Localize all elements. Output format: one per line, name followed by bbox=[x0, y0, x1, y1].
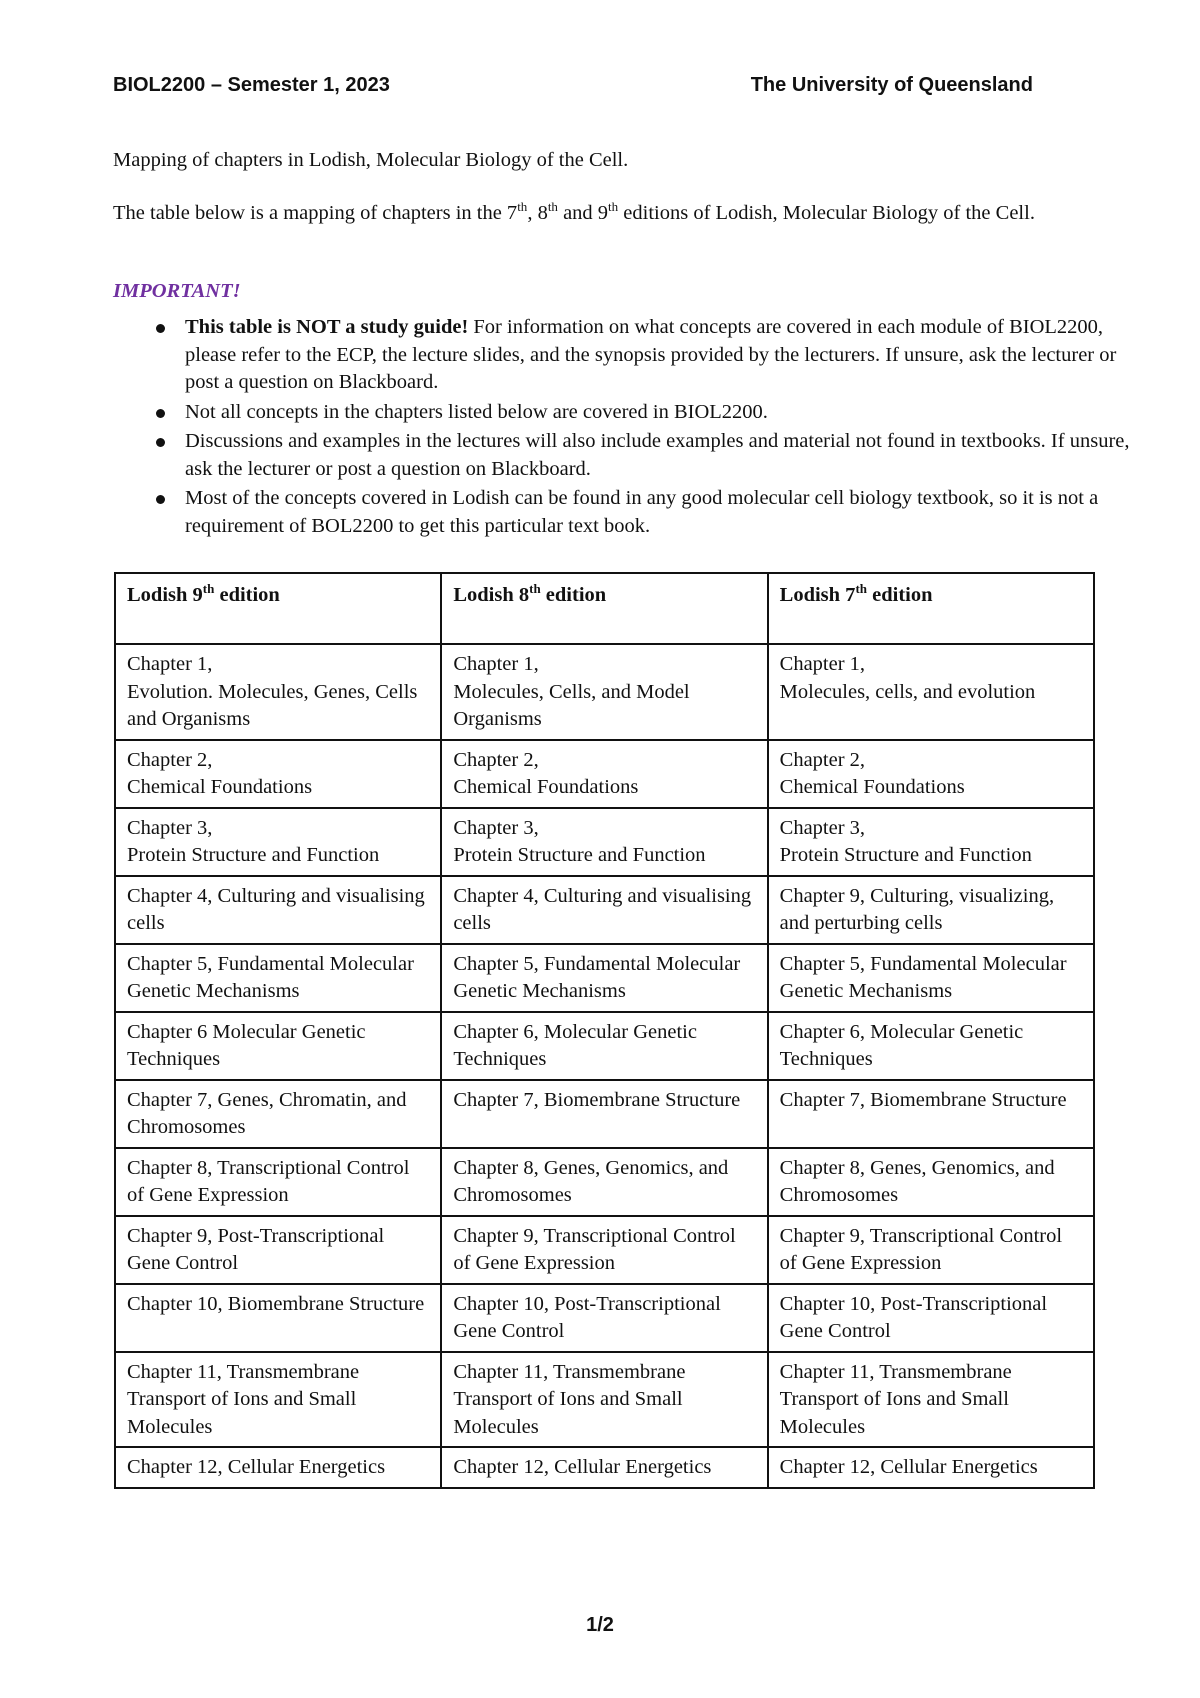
cell-text: Chapter 8, Transcriptional Control of Gene Expression bbox=[127, 1156, 410, 1206]
table-cell bbox=[115, 808, 441, 876]
table-cell bbox=[768, 740, 1094, 808]
cell-text: Chapter 3, bbox=[779, 816, 866, 839]
table-cell bbox=[441, 808, 767, 876]
table-cell bbox=[441, 740, 767, 808]
cell-text: Chapter 9, Transcriptional Control of Gene Expression bbox=[453, 1224, 736, 1274]
header-9th-edition: Lodish 9th edition bbox=[115, 573, 441, 644]
cell-text: Protein Structure and Function bbox=[453, 844, 706, 866]
course-label: BIOL2200 – Semester 1, 2023 bbox=[113, 74, 390, 96]
bullet-item: This table is NOT a study guide! For information on what concepts are covered in each module of BIOL2200, please refer to the ECP, the lecture slides, and the synopsis provided by the lecturers. If unsure, ask the lecturer or post a question on Blackboard. bbox=[113, 314, 1143, 397]
cell-text: Chapter 4, Culturing and visualising cells bbox=[127, 884, 425, 934]
table-row bbox=[115, 740, 1094, 808]
table-cell bbox=[115, 1148, 441, 1216]
table-cell bbox=[441, 644, 767, 740]
cell-text: Chemical Foundations bbox=[779, 776, 965, 798]
table-row bbox=[115, 1080, 1094, 1148]
university-label: The University of Queensland bbox=[750, 74, 1033, 96]
table-cell bbox=[441, 1012, 767, 1080]
cell-text: Chemical Foundations bbox=[453, 776, 639, 798]
table-row bbox=[115, 1012, 1094, 1080]
cell-text: Chemical Foundations bbox=[127, 776, 313, 798]
cell-text: Chapter 1, bbox=[779, 653, 866, 675]
cell-text: Chapter 6 Molecular Genetic Techniques bbox=[127, 1020, 366, 1070]
cell-text: Chapter 4, Culturing and visualising cells bbox=[453, 884, 752, 934]
cell-text: Chapter 7, Biomembrane Structure bbox=[779, 1088, 1067, 1111]
table-cell bbox=[441, 876, 767, 944]
table-cell bbox=[441, 1284, 767, 1352]
table-row bbox=[115, 876, 1094, 944]
cell-text: Chapter 11, Transmembrane Transport of Ions and Small Molecules bbox=[453, 1360, 686, 1438]
cell-text: Protein Structure and Function bbox=[779, 844, 1032, 866]
cell-text: Chapter 3, bbox=[127, 816, 213, 839]
page-header bbox=[113, 74, 1033, 104]
cell-text: Chapter 5, Fundamental Molecular Genetic Mechanisms bbox=[779, 952, 1067, 1002]
cell-text: Chapter 2, bbox=[779, 748, 866, 771]
cell-text: Chapter 8, Genes, Genomics, and Chromosomes bbox=[453, 1156, 729, 1206]
table-cell bbox=[441, 944, 767, 1012]
table-cell bbox=[768, 1447, 1094, 1488]
cell-text: Chapter 10, Post-Transcriptional Gene Control bbox=[453, 1292, 721, 1342]
table-cell bbox=[768, 1080, 1094, 1148]
table-cell bbox=[768, 808, 1094, 876]
cell-text: Chapter 9, Post-Transcriptional Gene Control bbox=[127, 1224, 385, 1274]
cell-text: Chapter 3, bbox=[453, 816, 539, 839]
table-cell bbox=[115, 1284, 441, 1352]
important-label: IMPORTANT! bbox=[113, 280, 241, 302]
important-bullet-list bbox=[113, 314, 1143, 542]
cell-text: Molecules, Cells, and Model Organisms bbox=[453, 680, 690, 730]
cell-text: Chapter 6, Molecular Genetic Techniques bbox=[453, 1020, 697, 1070]
table-cell bbox=[768, 1148, 1094, 1216]
table-cell bbox=[768, 644, 1094, 740]
cell-text: Chapter 12, Cellular Energetics bbox=[453, 1456, 712, 1478]
bullet-item: Discussions and examples in the lectures will also include examples and material not found in textbooks. If unsure, ask the lecturer or post a question on Blackboard. bbox=[113, 428, 1143, 483]
table-row bbox=[115, 808, 1094, 876]
cell-text: Chapter 7, Biomembrane Structure bbox=[453, 1088, 741, 1111]
table-cell bbox=[115, 1080, 441, 1148]
cell-text: Chapter 1, bbox=[453, 653, 539, 675]
table-cell bbox=[441, 1148, 767, 1216]
cell-text: Chapter 6, Molecular Genetic Techniques bbox=[779, 1020, 1024, 1070]
chapter-mapping-table bbox=[114, 572, 1095, 1489]
intro-paragraph: The table below is a mapping of chapters in the 7th, 8th and 9th editions of Lodish, Molecular Biology of the Cell. bbox=[113, 199, 1035, 224]
cell-text: Molecules, cells, and evolution bbox=[779, 680, 1036, 703]
table-cell bbox=[768, 944, 1094, 1012]
bullet-item: Not all concepts in the chapters listed below are covered in BIOL2200. bbox=[113, 399, 1143, 427]
table-cell bbox=[115, 944, 441, 1012]
cell-text: Chapter 12, Cellular Energetics bbox=[779, 1456, 1038, 1478]
bullet-item: Most of the concepts covered in Lodish can be found in any good molecular cell biology textbook, so it is not a requirement of BOL2200 to get this particular text book. bbox=[113, 485, 1143, 540]
table-cell bbox=[115, 876, 441, 944]
header-7th-edition: Lodish 7th edition bbox=[768, 573, 1094, 644]
table-cell bbox=[441, 1352, 767, 1448]
table-cell bbox=[768, 876, 1094, 944]
cell-text: Chapter 5, Fundamental Molecular Genetic Mechanisms bbox=[453, 952, 741, 1002]
table-header-row bbox=[115, 573, 1094, 644]
cell-text: Chapter 2, bbox=[453, 748, 539, 771]
table-row bbox=[115, 944, 1094, 1012]
cell-text: Chapter 7, Genes, Chromatin, and Chromosomes bbox=[127, 1088, 407, 1138]
table-cell bbox=[441, 1447, 767, 1488]
table-row bbox=[115, 1284, 1094, 1352]
table-cell bbox=[768, 1352, 1094, 1448]
document-title: Mapping of chapters in Lodish, Molecular Biology of the Cell. bbox=[113, 149, 629, 171]
cell-text: Chapter 12, Cellular Energetics bbox=[127, 1456, 386, 1478]
cell-text: Evolution. Molecules, Genes, Cells and Organisms bbox=[127, 680, 418, 730]
header-8th-edition: Lodish 8th edition bbox=[441, 573, 767, 644]
cell-text: Chapter 8, Genes, Genomics, and Chromosomes bbox=[779, 1156, 1055, 1206]
cell-text: Chapter 9, Transcriptional Control of Gene Expression bbox=[779, 1224, 1063, 1274]
table-row bbox=[115, 644, 1094, 740]
cell-text: Chapter 2, bbox=[127, 748, 213, 771]
table-row bbox=[115, 1148, 1094, 1216]
table-row bbox=[115, 1216, 1094, 1284]
cell-text: Chapter 5, Fundamental Molecular Genetic Mechanisms bbox=[127, 952, 414, 1002]
table-cell bbox=[115, 1216, 441, 1284]
table-cell bbox=[115, 1012, 441, 1080]
table-cell bbox=[115, 740, 441, 808]
table-cell bbox=[768, 1284, 1094, 1352]
table-cell bbox=[115, 1447, 441, 1488]
cell-text: Chapter 1, bbox=[127, 653, 213, 675]
cell-text: Chapter 10, Biomembrane Structure bbox=[127, 1292, 425, 1315]
table-cell bbox=[768, 1216, 1094, 1284]
table-cell bbox=[115, 1352, 441, 1448]
table-cell bbox=[441, 1080, 767, 1148]
cell-text: Chapter 11, Transmembrane Transport of Ions and Small Molecules bbox=[127, 1360, 360, 1438]
cell-text: Chapter 9, Culturing, visualizing, and perturbing cells bbox=[779, 884, 1055, 934]
table-cell bbox=[115, 644, 441, 740]
table-row bbox=[115, 1447, 1094, 1488]
table-cell bbox=[441, 1216, 767, 1284]
table-row bbox=[115, 1352, 1094, 1448]
cell-text: Chapter 10, Post-Transcriptional Gene Control bbox=[779, 1292, 1048, 1342]
cell-text: Protein Structure and Function bbox=[127, 844, 380, 866]
page-number: 1/2 bbox=[586, 1614, 614, 1636]
cell-text: Chapter 11, Transmembrane Transport of Ions and Small Molecules bbox=[779, 1360, 1012, 1438]
table-cell bbox=[768, 1012, 1094, 1080]
